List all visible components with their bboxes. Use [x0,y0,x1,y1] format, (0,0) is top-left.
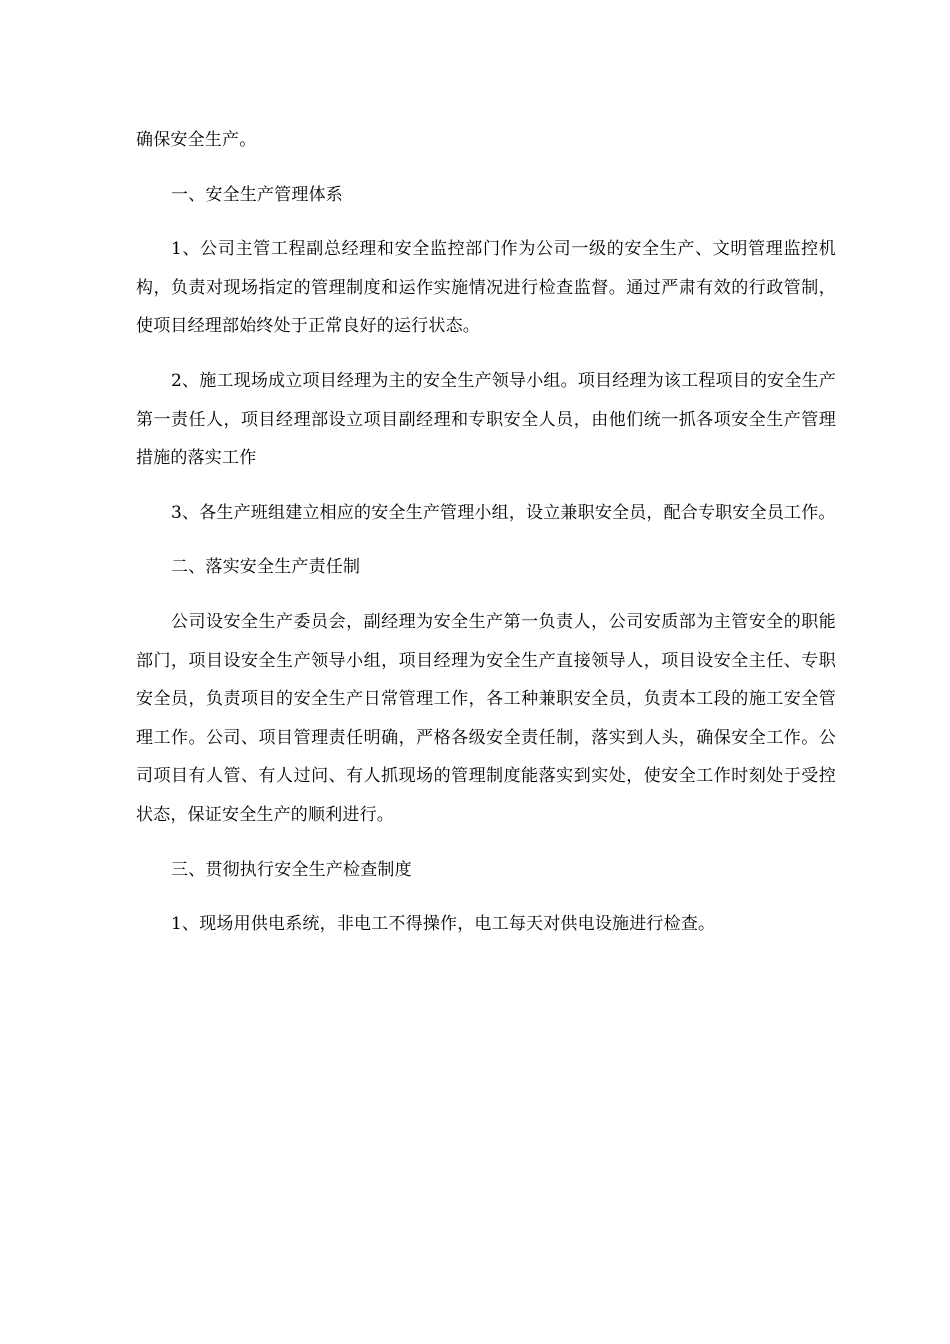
paragraph-item-3: 3、各生产班组建立相应的安全生产管理小组，设立兼职安全员，配合专职安全员工作。 [171,502,836,523]
paragraph-inspection-1: 1、现场用供电系统，非电工不得操作，电工每天对供电设施进行检查。 [171,914,716,935]
section-heading-3: 三、贯彻执行安全生产检查制度 [171,859,412,880]
paragraph-responsibility: 公司设安全生产委员会，副经理为安全生产第一负责人，公司安质部为主管安全的职能部门，项目设安全生产领导小组，项目经理为安全生产直接领导人，项目设安全主任、专职安全员，负责项目的安全生产日常管理工作，各工种兼职安全员，负责本工段的施工安全管理工作。公司、项目管理责任明确，严格各级安全责任制，落实到人头，确保安全工作。公司项目有人管、有人过问、有人抓现场的管理制度能落实到实处，使安全工作时刻处于受控状态，保证安全生产的顺利进行。 [136,611,836,825]
section-heading-1: 一、安全生产管理体系 [171,184,343,205]
paragraph-item-1: 1、公司主管工程副总经理和安全监控部门作为公司一级的安全生产、文明管理监控机构，负责对现场指定的管理制度和运作实施情况进行检查监督。通过严肃有效的行政管制，使项目经理部始终处于正常良好的运行状态。 [136,239,836,337]
section-heading-2: 二、落实安全生产责任制 [171,557,361,578]
document-page [136,121,836,960]
paragraph-item-2: 2、施工现场成立项目经理为主的安全生产领导小组。项目经理为该工程项目的安全生产第一责任人，项目经理部设立项目副经理和专职安全人员，由他们统一抓各项安全生产管理措施的落实工作 [136,370,836,469]
paragraph-continuation: 确保安全生产。 [136,130,257,150]
